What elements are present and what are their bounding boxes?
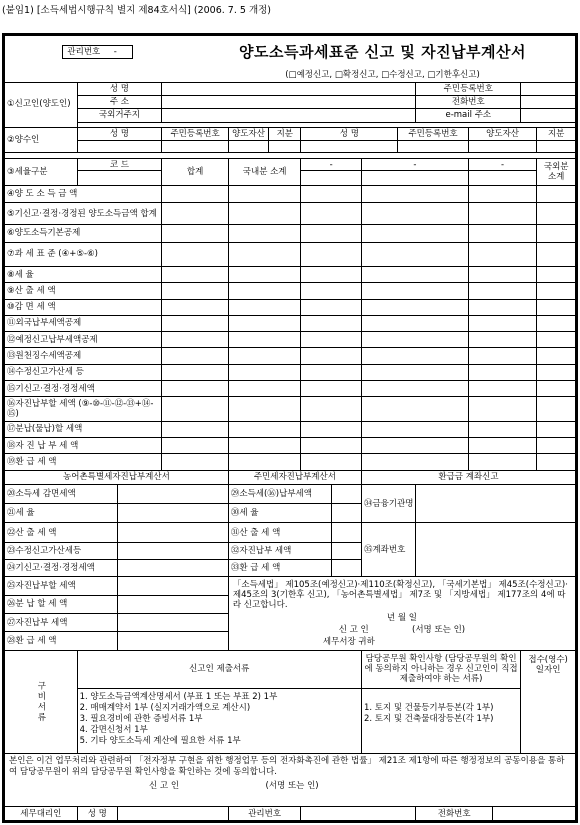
filer-docs-header: 신고인 제출서류 <box>77 650 361 689</box>
agent-name-field[interactable] <box>117 807 228 821</box>
filer-address-label: 주 소 <box>77 96 162 109</box>
filer-label: ①신고인(양도인) <box>5 82 78 127</box>
row-previous-gains-total: ⑤기신고·결정·경정된 양도소득금액 합계 <box>5 202 162 224</box>
transferee-asset-label-1: 양도자산 <box>228 127 268 140</box>
transferee-name-field-1[interactable] <box>77 140 162 152</box>
rural-row-previous: ㉔기신고·결정·경정세액 <box>5 560 118 577</box>
bank-name-label: ㉞금융기관명 <box>361 484 415 523</box>
filer-email-label: e-mail 주소 <box>416 109 521 122</box>
row-tax-rate: ⑧세 율 <box>5 267 162 283</box>
form-subtitle: (□예정신고, □확정신고, □수정신고, □기한후신고) <box>190 68 575 82</box>
filer-phone-field[interactable] <box>521 96 576 109</box>
agent-phone-label: 전화번호 <box>416 807 493 821</box>
rural-row-installment: ㉖분 납 할 세 액 <box>5 595 118 613</box>
filer-doc-item: 5. 기타 양도소득세 계산에 필요한 서류 1부 <box>79 736 241 747</box>
transferee-asset-field-1[interactable] <box>228 140 268 152</box>
tax-return-form <box>2 33 578 823</box>
transferee-rrn-field-2[interactable] <box>398 140 469 152</box>
rural-row-refund: ㉘환 급 세 액 <box>5 632 118 650</box>
filer-phone-label: 전화번호 <box>416 96 521 109</box>
statement-text: 「소득세법」 제105조(예정신고)·제110조(확정신고), 「국세기본법」 제45조(수정신고)·제45조의 3(기한후 신고), 「농어촌특별세법」 제7조 및 「지방세법」 제177조의 4에 따라 신고합니다. <box>232 580 568 611</box>
statement-signature[interactable]: (서명 또는 인) <box>412 625 466 636</box>
filer-email-field[interactable] <box>521 109 576 122</box>
refund-account-section-header: 환급금 계좌신고 <box>361 470 575 484</box>
transferee-asset-field-2[interactable] <box>468 140 537 152</box>
resident-row-refund: ㉝환 급 세 액 <box>228 560 331 577</box>
row-basic-deduction: ⑥양도소득기본공제 <box>5 225 162 242</box>
tax-office-recipient: 세무서장 귀하 <box>322 637 375 648</box>
rural-row-calculated: ㉒산 출 세 액 <box>5 523 118 542</box>
resident-row-self-paid: ㉜자진납부 세액 <box>228 542 331 559</box>
filer-rrn-label: 주민등록번호 <box>416 82 521 95</box>
transferee-share-field-1[interactable] <box>269 140 301 152</box>
management-number-value: - <box>113 47 117 58</box>
agent-mgmt-field[interactable] <box>301 807 416 821</box>
row-previous-tax: ⑮기신고·결정·경정세액 <box>5 380 162 396</box>
tax-type-label: ③세율구분 <box>5 159 78 185</box>
row-withholding-credit: ⑬원천징수세액공제 <box>5 348 162 364</box>
rural-row-self-payable: ㉕자진납부할 세액 <box>5 577 118 595</box>
transferee-asset-label-2: 양도자산 <box>468 127 537 140</box>
agent-name-label: 성 명 <box>77 807 117 821</box>
management-number-box <box>62 45 132 59</box>
rate-code-2: - <box>361 159 468 171</box>
official-doc-item: 2. 토지 및 건축물대장등본(각 1부) <box>363 714 494 725</box>
row-refund-tax: ⑲환 급 세 액 <box>5 454 162 470</box>
total-column-header: 합계 <box>162 159 229 185</box>
consent-block <box>5 754 576 807</box>
account-number-label: ㉟계좌번호 <box>361 523 415 577</box>
filer-doc-item: 4. 감면신청서 1부 <box>79 725 148 736</box>
transferee-rrn-label-2: 주민등록번호 <box>398 127 469 140</box>
bank-name-field[interactable] <box>416 484 576 523</box>
filer-residence-field[interactable] <box>162 109 416 122</box>
rate-code-1: - <box>301 159 361 171</box>
rural-row-reduction: ⑳소득세 감면세액 <box>5 484 118 503</box>
code-label: 코 드 <box>77 159 162 171</box>
form-title: 양도소득과세표준 신고 및 자진납부계산서 <box>190 36 575 69</box>
statement-signer: 신 고 인 <box>338 625 369 636</box>
foreign-subtotal-header: 국외분 소계 <box>537 159 576 185</box>
rural-row-amended: ㉓수정신고가산세등 <box>5 542 118 559</box>
transferee-name-label-2: 성 명 <box>301 127 398 140</box>
row-installment-tax: ⑰분납(물납)할 세액 <box>5 421 162 437</box>
row-preliminary-credit: ⑫예정신고납부세액공제 <box>5 332 162 348</box>
agent-phone-field[interactable] <box>493 807 576 821</box>
row-self-paid-tax: ⑱자 진 납 부 세 액 <box>5 437 162 453</box>
transferee-name-field-2[interactable] <box>301 140 398 152</box>
cell-foreign[interactable] <box>537 185 576 202</box>
row-foreign-tax-credit: ⑪외국납부세액공제 <box>5 315 162 331</box>
form-table <box>4 35 576 821</box>
cell-total[interactable] <box>162 185 229 202</box>
resident-row-rate: ㉚세 율 <box>228 504 331 523</box>
resident-tax-section-header: 주민세자진납부계산서 <box>228 470 361 484</box>
tax-agent-label: 세무대리인 <box>5 807 78 821</box>
official-docs-header: 담당공무원 확인사항 (담당공무원의 확인에 동의하지 아니하는 경우 신고인이 직접 제출하여야 하는 서류) <box>361 650 520 689</box>
filer-rrn-field[interactable] <box>521 82 576 95</box>
filer-docs-list <box>77 689 361 754</box>
row-tax-reduction: ⑩감 면 세 액 <box>5 299 162 315</box>
form-reference-header: (붙임1) [소득세법시행규칙 별지 제84호서식] (2006. 7. 5 개정) <box>2 5 272 16</box>
filing-date: 년 월 일 <box>386 613 417 624</box>
transferee-rrn-label-1: 주민등록번호 <box>162 127 229 140</box>
official-docs-list <box>361 689 520 754</box>
filer-doc-item: 3. 필요경비에 관한 증빙서류 1부 <box>79 714 203 725</box>
account-number-field[interactable] <box>416 523 576 577</box>
receipt-stamp-box: 접수(영수) 일자인 <box>521 650 576 754</box>
rural-tax-section-header: 농어촌특별세자진납부계산서 <box>5 470 229 484</box>
transferee-name-label-1: 성 명 <box>77 127 162 140</box>
filer-name-label: 성 명 <box>77 82 162 95</box>
resident-row-calculated: ㉛산 출 세 액 <box>228 523 331 542</box>
consent-text: 본인은 이건 업무처리와 관련하여 「전자정부 구현을 위한 행정업무 등의 전자화촉진에 관한 법률」 제21조 제1항에 따른 행정정보의 공동이용을 통하여 담당공무원이 위의 담당공무원 확인사항을 확인하는 것에 동의합니다. <box>9 756 565 778</box>
filer-residence-label: 국외거주지 <box>77 109 162 122</box>
required-docs-label: 구비서류 <box>5 650 78 754</box>
legal-statement <box>228 577 575 650</box>
management-number-label: 관리번호 <box>67 47 101 58</box>
row-self-payable-tax: ⑯자진납부할 세액 (⑨-⑩-⑪-⑫-⑬+⑭-⑮) <box>5 397 162 421</box>
transferee-label: ②양수인 <box>5 127 78 152</box>
consent-signature[interactable]: (서명 또는 인) <box>265 781 319 792</box>
rural-row-self-paid: ㉗자진납부 세액 <box>5 614 118 632</box>
filer-address-field[interactable] <box>162 96 416 109</box>
row-tax-base: ⑦과 세 표 준 (④+⑤-⑥) <box>5 242 162 266</box>
transferee-share-field-2[interactable] <box>537 140 576 152</box>
official-doc-item: 1. 토지 및 건물등기부등본(각 1부) <box>363 703 494 714</box>
row-amended-penalty: ⑭수정신고가산세 등 <box>5 364 162 380</box>
transferee-share-label-1: 지분 <box>269 127 301 140</box>
consent-signer: 신 고 인 <box>149 781 180 792</box>
rural-row-rate: ㉑세 율 <box>5 504 118 523</box>
cell-domestic[interactable] <box>228 185 301 202</box>
domestic-subtotal-header: 국내분 소계 <box>228 159 301 185</box>
resident-row-income-tax: ㉙소득세(⑯)납부세액 <box>228 484 331 503</box>
rate-code-3: - <box>468 159 537 171</box>
agent-mgmt-label: 관리번호 <box>228 807 301 821</box>
transferee-share-label-2: 지분 <box>537 127 576 140</box>
row-capital-gains-amount: ④양 도 소 득 금 액 <box>5 185 162 202</box>
row-calculated-tax: ⑨산 출 세 액 <box>5 283 162 299</box>
filer-name-field[interactable] <box>162 82 416 95</box>
filer-doc-item: 1. 양도소득금액계산명세서 (부표 1 또는 부표 2) 1부 <box>79 692 278 703</box>
filer-doc-item: 2. 매매계약서 1부 (실지거래가액으로 계산시) <box>79 703 251 714</box>
transferee-rrn-field-1[interactable] <box>162 140 229 152</box>
